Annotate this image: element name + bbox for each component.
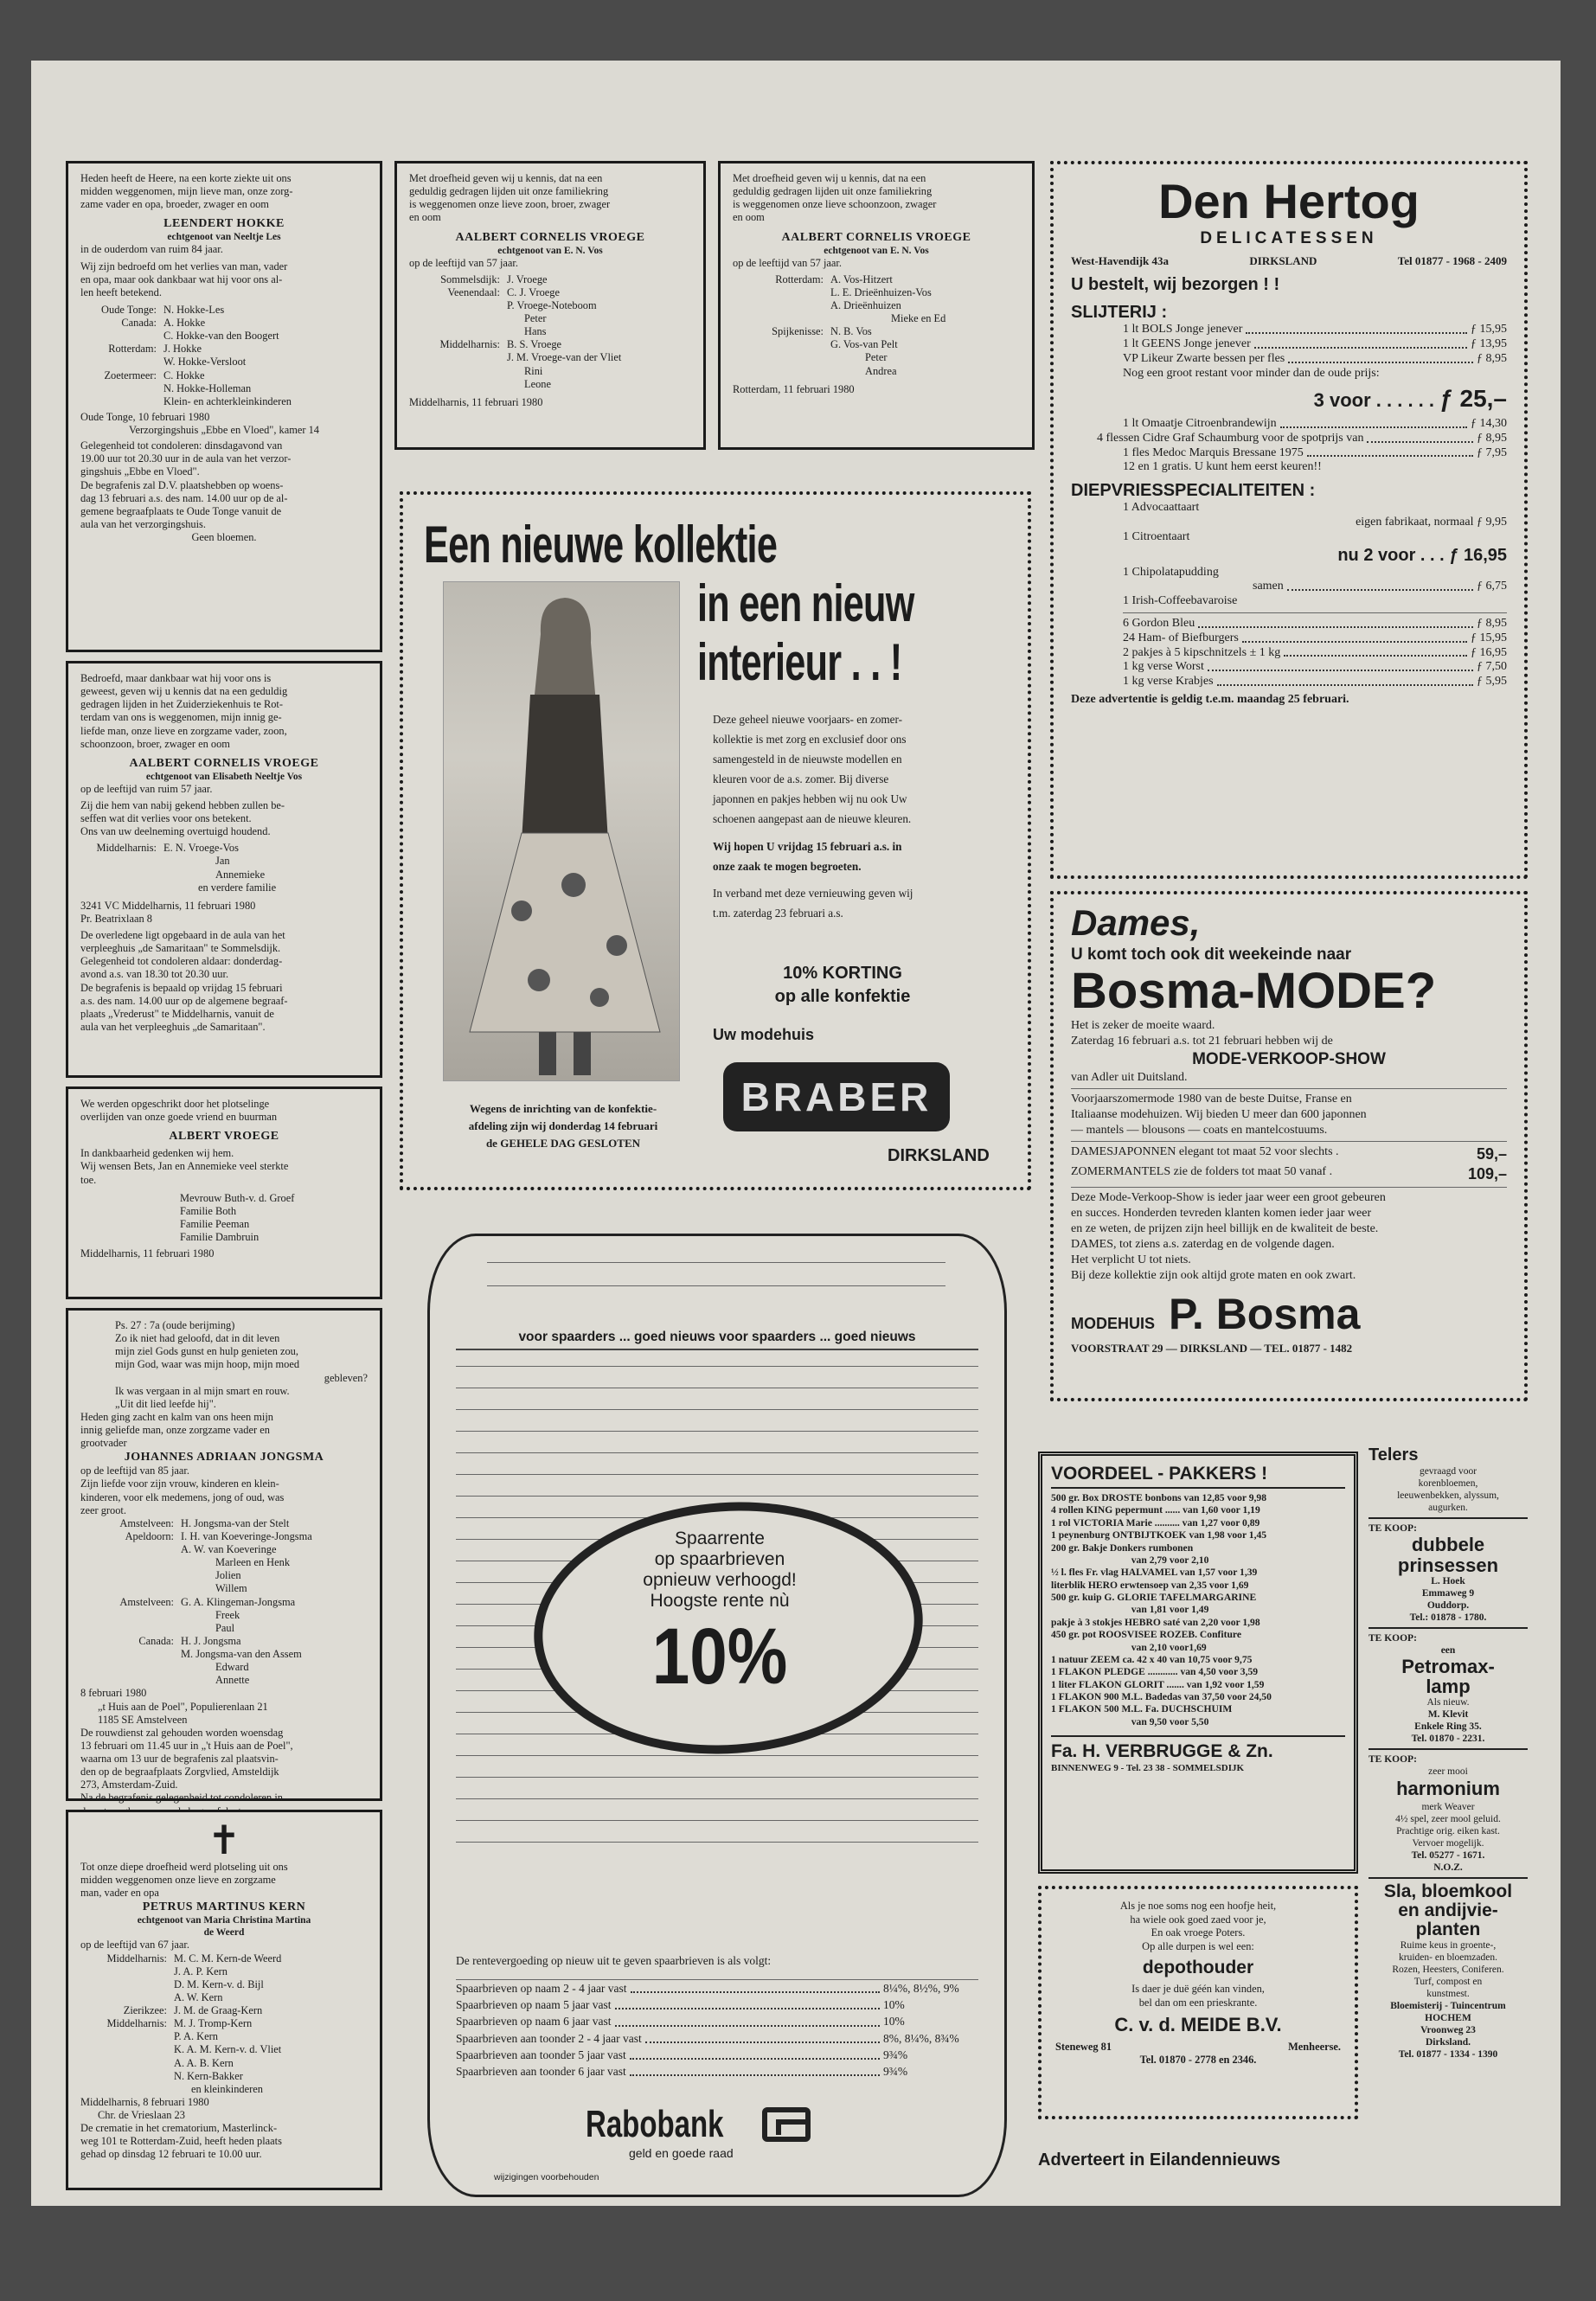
jongsma-closing: 8 februari 1980 „t Huis aan de Poel", Populierenlaan 21 1185 SE Amstelveen De rouwdienst zal gehouden worden woensdag 13 februari om 11.45 uur in „'t Huis aan de Poel", waarna om 13 uur de begrafenis zal plaatsvin- den op de begraafplaats Zorgvlied, Amsteldijk 273, Amsterdam-Zuid. Na de begrafenis gelegenheid tot condoleren in [80, 1687, 293, 1804]
shop-title: Den Hertog [1158, 174, 1420, 228]
deceased-name: AALBERT CORNELIS VROEGE [781, 230, 971, 244]
spouse-line: echtgenoot van Neeltje Les [167, 232, 281, 243]
obituary-hokke [66, 161, 382, 652]
deceased-name: LEENDERT HOKKE [163, 217, 285, 231]
classified-telers: Telers gevraagd voor korenbloemen, leeuwenbekken, alyssum, augurken. [1368, 1445, 1528, 1519]
deceased-name: PETRUS MARTINUS KERN [142, 1900, 306, 1914]
deceased-name: JOHANNES ADRIAAN JONGSMA [124, 1451, 324, 1465]
vroege-intro: Bedroefd, maar dankbaar wat hij voor ons is geweest, geven wij u kennis dat na een geduldig gedragen lijden in het Zuiderziekenhuis te Rot- terdam van ons is weggenomen, mijn innig ge- liefde man, onze lieve en zorgzame vader, zoon, schoonzoon, broer, zwager en oom [80, 672, 288, 750]
rate-row: Spaarbrieven aan toonder 2 - 4 jaar vast 8%, 8¼%, 8¾% [456, 2031, 959, 2045]
rate-table: De rentevergoeding op nieuw uit te geven spaarbrieven is als volgt: Spaarbrieven op naam 2 - 4 jaar vast 8¼%, 8½%, 9% Spaarbrieven op naam 5 jaar vast 10% Spaarbrieven op naam 6 jaar vast 10% Spaarbrieven aan toonder 2 - 4 jaar vast 8%, 8¼%, 8¾% Spaarbrieven aan toonder 5 jaar vast 9¾% Spaarbrieven aan toonder 6 jaar vast 9¾% [456, 1952, 978, 2080]
discount: 10% KORTING op alle konfektie [774, 964, 911, 1006]
obituary-vroege-family: Met droefheid geven wij u kennis, dat na een geduldig gedragen lijden uit onze familiekring is weggenomen onze lieve zoon, broer, zwager en oom AALBERT CORNELIS VROEGE echtgenoot van E. N. Vos op de leeftijd van 57 jaar. Sommelsdijk: J. Vroege Veenendaal: C. J. Vroege P. Vroege-Noteboom Peter Hans Middelharnis: B. S. Vroege J. M. Vroege-van der Vliet Rini Leone Middelharnis, 11 februari 1980 [394, 161, 706, 450]
relatives-list: Middelharnis: E. N. Vroege-Vos Jan Annemieke en verdere familie [96, 842, 277, 894]
spouse-line: echtgenoot van Elisabeth Neeltje Vos [145, 771, 303, 782]
braber-place: DIRKSLAND [888, 1146, 990, 1165]
shop-address: West-Havendijk 43a DIRKSLAND Tel 01877 - 1968 - 2409 [1071, 253, 1507, 267]
cross-icon: ✝ [207, 1818, 241, 1862]
freezer-list: 1 Advocaattaart eigen fabrikaat, normaal ƒ 9,95 1 Citroentaart nu 2 voor . . . ƒ 16,95 1 Chipolatapudding samen ƒ 6,75 1 Irish-Coffeebavaroise 6 Gordon Bleu ƒ 8,95 24 Ham- of Biefburgers ƒ 15,95 2 pakjes à 5 kipschnitzels ± 1 kg ƒ 16,95 1 kg verse Worst ƒ 7,50 1 kg verse Krabjes ƒ 5,95 [1123, 501, 1507, 689]
condolence-names: Mevrouw Buth-v. d. Groef Familie Both Familie Peeman Familie Dambruin [180, 1191, 295, 1244]
relatives-list: Sommelsdijk: J. Vroege Veenendaal: C. J. Vroege P. Vroege-Noteboom Peter Hans Middelharnis: B. S. Vroege J. M. Vroege-van der Vliet Rini Leone [439, 272, 622, 390]
model-illustration [444, 582, 679, 1080]
writing-lines-top [487, 1262, 945, 1309]
deceased-name: ALBERT VROEGE [169, 1130, 279, 1144]
rate-row: Spaarbrieven aan toonder 5 jaar vast 9¾% [456, 2048, 908, 2061]
meide-ad: Als je noe soms nog een hoofje heit, ha wiele ook goed zaed voor je, En oak vroege Poters. Op alle durpen is wel een: depothouder Is daer je duë géén kan vinden, bel dan om een prieskrante. C. v. d. MEIDE B.V. Steneweg 81 Menheerse. Tel. 01870 - 2778 en 2346. [1038, 1886, 1358, 2119]
relatives-list: Middelharnis: M. C. M. Kern-de Weerd J. A. P. Kern D. M. Kern-v. d. Bijl A. W. Kern Zierikzee: J. M. de Graag-Kern Middelharnis: M. J. Tromp-Kern P. A. Kern K. A. M. Kern-v. d. Vliet A. A. B. Kern N. Kern-Bakker en kleinkinderen [106, 1952, 282, 2095]
psalm-quote: Ps. 27 : 7a (oude berijming) Zo ik niet had geloofd, dat in dit leven mijn ziel Gods gunst en hulp genieten zou, mijn God, waar was mijn hoop, mijn moed gebleven? Ik was vergaan in al mijn smart en rouw. „Uit dit lied leefde hij". [115, 1319, 368, 1410]
braber-logo: BRABER [723, 1062, 950, 1131]
headline: Een nieuwe kollektie [424, 516, 778, 574]
classified-petromax: TE KOOP: een Petromax- lamp Als nieuw. M. Klevit Enkele Ring 35. Tel. 01870 - 2231. [1368, 1629, 1528, 1750]
offers-list: 500 gr. Box DROSTE bonbons van 12,85 voor 9,98 4 rollen KING pepermunt ...... van 1,60 voor 1,19 1 rol VICTORIA Marie .......... van 1,27 voor 0,89 1 peynenburg ONTBIJTKOEK van 1,98 voor 1,45 200 gr. Bakje Donkers rumbonen van 2,79 voor 2,10 ½ l. fles Fr. vlag HALVAMEL van 1,57 voor 1,39 literblik HERO erwtensoep van 2,35 voor 1,69 500 gr. kuip G. GLORIE TAFELMARGARINE van 1,81 voor 1,49 pakje à 3 stokjes HEBRO saté van 2,20 voor 1,98 450 gr. pot ROOSVISEE ROZEB. Confiture van 2,10 voor1,69 1 natuur ZEEM ca. 42 x 40 van 10,75 voor 9,75 1 FLAKON PLEDGE ............ van 4,50 voor 3,59 1 liter FLAKON GLORIT ....... van 1,92 voor 1,59 1 FLAKON 900 M.L. Badedas van 37,50 voor 24,50 1 FLAKON 500 M.L. Fa. DUCHSCHUIM van 9,50 voor 5,50 [1051, 1492, 1272, 1727]
age-line: in de ouderdom van ruim 84 jaar. [80, 243, 223, 256]
rate-row: Spaarbrieven aan toonder 6 jaar vast 9¾% [456, 2064, 908, 2078]
classified-prinsessen: TE KOOP: dubbele prinsessen L. Hoek Emmaweg 9 Ouddorp. Tel.: 01878 - 1780. [1368, 1519, 1528, 1628]
rate-row: Spaarbrieven op naam 6 jaar vast 10% [456, 2015, 905, 2029]
oval-text: Spaarrente op spaarbrieven opnieuw verhoogd! Hoogste rente nù [643, 1529, 797, 1612]
hokke-closing: Oude Tonge, 10 februari 1980 Verzorgingshuis „Ebbe en Vloed", kamer 14 Gelegenheid tot condoleren: dinsdagavond van 19.00 uur tot 20.30 uur in de aula van het verzor- gingshuis „Ebbe en Vloed". De begrafenis zal D.V. plaatshebben op woens- dag 13 februari a.s. des nam. 14.00 uur op de al- gemene begraafplaats te Oude Tonge vanuit de aula van het verzorgingshuis. Geen bloemen. [80, 410, 319, 544]
rate-row: Spaarbrieven op naam 2 - 4 jaar vast 8¼%, 8½%, 9% [456, 1982, 959, 1996]
rabobank-ad [427, 1234, 1007, 2197]
age-line: op de leeftijd van ruim 57 jaar. [80, 782, 213, 795]
den-hertog-ad: Den Hertog DELICATESSEN West-Havendijk 43a DIRKSLAND Tel 01877 - 1968 - 2409 U bestelt, wij bezorgen ! ! SLIJTERIJ : 1 lt BOLS Jonge jenever ƒ 15,95 1 lt GEENS Jonge jenever ƒ 13,95 VP Likeur Zwarte bessen per fles ƒ 8,95 Nog een groot restant voor minder dan de oude prijs: 3 voor . . . . . . ƒ 25,– 1 lt Omaatje Citroenbrandewijn ƒ 14,30 4 flessen Cidre Graf Schaumburg voor de spotprijs van ƒ 8,95 1 fles Medoc Marquis Bressane 1975 ƒ 7,95 12 en 1 gratis. U kunt hem eerst keuren!! DIEPVRIESSPECIALITEITEN : 1 Advocaattaart eigen fabrikaat, normaal ƒ 9,95 1 Citroentaart nu 2 voor . . . ƒ 16,95 1 Chipolatapudding samen ƒ 6,75 1 Irish-Coffeebavaroise 6 Gordon Bleu ƒ 8,95 24 Ham- of Biefburgers ƒ 15,95 2 pakjes à 5 kipschnitzels ± 1 kg ƒ 16,95 1 kg verse Worst ƒ 7,50 1 kg verse Krabjes ƒ 5,95 Deze advertentie is geldig t.e.m. maandag 25 februari. [1050, 161, 1528, 879]
fashion-model-photo [443, 581, 680, 1081]
footnote: wijzigingen voorbehouden [494, 2172, 599, 2182]
vroege-text: Zij die hem van nabij gekend hebben zullen be- seffen wat dit verlies voor ons betekent. Ons van uw deelneming overtuigd houdend. [80, 798, 285, 838]
caption: Wegens de inrichting van de konfektie- afdeling zijn wij donderdag 14 februari de GEHELE DAG GESLOTEN [468, 1102, 658, 1150]
hokke-text: Wij zijn bedroefd om het verlies van man, vader en opa, maar ook dankbaar wat hij voor ons al- len heeft betekend. [80, 260, 288, 298]
classified-hochem: Sla, bloemkool en andijvie- planten Ruime keus in groente-, kruiden- en bloemzaden. Rozen, Heesters, Coniferen. Turf, compost en kunstmest. Bloemisterij - Tuincentrum HOCHEM Vroonweg 23 Dirksland. Tel. 01877 - 1334 - 1390 [1383, 1881, 1513, 2061]
vroege-closing: 3241 VC Middelharnis, 11 februari 1980 Pr. Beatrixlaan 8 De overledene ligt opgebaard in de aula van het verpleeghuis „de Samaritaan" te Sommelsdijk. Gelegenheid tot condoleren aldaar: donderdag- avond a.s. van 18.30 tot 20.30 uur. De begrafenis is bepaald op vrijdag 15 februari a.s. des nam. 14.00 uur op de algemene begraaf- plaats „Vrederust" te Middelharnis, vanuit de aula van het verpleeghuis „de Samaritaan". [80, 899, 288, 1033]
tagline: geld en goede raad [629, 2146, 734, 2160]
drinks-list: 1 lt BOLS Jonge jenever ƒ 15,95 1 lt GEENS Jonge jenever ƒ 13,95 VP Likeur Zwarte bessen per fles ƒ 8,95 Nog een groot restant voor minder dan de oude prijs: [1123, 323, 1507, 380]
verbrugge-ad: VOORDEEL - PAKKERS ! 500 gr. Box DROSTE bonbons van 12,85 voor 9,98 4 rollen KING pepermunt ...... van 1,60 voor 1,19 1 rol VICTORIA Marie .......... van 1,27 voor 0,89 1 peynenburg ONTBIJTKOEK van 1,98 voor 1,45 200 gr. Bakje Donkers rumbonen van 2,79 voor 2,10 ½ l. fles Fr. vlag HALVAMEL van 1,57 voor 1,39 literblik HERO erwtensoep van 2,35 voor 1,69 500 gr. kuip G. GLORIE TAFELMARGARINE van 1,81 voor 1,49 pakje à 3 stokjes HEBRO saté van 2,20 voor 1,98 450 gr. pot ROOSVISEE ROZEB. Confiture van 2,10 voor1,69 1 natuur ZEEM ca. 42 x 40 van 10,75 voor 9,75 1 FLAKON PLEDGE ............ van 4,50 voor 3,59 1 liter FLAKON GLORIT ....... van 1,92 voor 1,59 1 FLAKON 900 M.L. Badedas van 37,50 voor 24,50 1 FLAKON 500 M.L. Fa. DUCHSCHUIM van 9,50 voor 5,50 Fa. H. VERBRUGGE & Zn. BINNENWEG 9 - Tel. 23 38 - SOMMELSDIJK [1038, 1452, 1358, 1874]
bosma-mode-ad: Dames, U komt toch ook dit weekeinde naar Bosma-MODE? Het is zeker de moeite waard. Zaterdag 16 februari a.s. tot 21 februari hebben wij de MODE-VERKOOP-SHOW van Adler uit Duitsland. Voorjaarszomermode 1980 van de beste Duitse, Franse en Italiaanse modehuizen. Wij bieden U meer dan 600 japonnen — mantels — blousons — coats en mantelcostuums. DAMESJAPONNEN elegant tot maat 52 voor slechts . 59,– ZOMERMANTELS zie de folders tot maat 50 vanaf . 109,– Deze Mode-Verkoop-Show is ieder jaar weer een groot gebeuren en succes. Honderden tevreden klanten komen ieder jaar weer en ze weten, de prijzen zijn heel billijk en de kwaliteit de beste. DAMES, tot ziens a.s. zaterdag en de volgende dagen. Het verplicht U tot niets. Bij deze kollektie zijn ook altijd grote maten en ook zwart. MODEHUIS P. Bosma VOORSTRAAT 29 — DIRKSLAND — TEL. 01877 - 1482 [1050, 891, 1528, 1401]
rabobank-logo-icon [762, 2107, 811, 2142]
modehuis-label: Uw modehuis [713, 1026, 815, 1043]
relatives-list: Amstelveen: H. Jongsma-van der Stelt Apeldoorn: I. H. van Koeveringe-Jongsma A. W. van Koeveringe Marleen en Henk Jolien Willem Amstelveen: G. A. Klingeman-Jongsma Freek Paul Canada: H. J. Jongsma M. Jongsma-van den Assem Edward Annette [119, 1516, 312, 1687]
classifieds-column [1368, 1445, 1528, 2180]
hokke-intro: Heden heeft de Heere, na een korte ziekte uit ons midden weggenomen, mijn lieve man, onze zorg- zame vader en opa, broeder, zwager en oom [80, 172, 293, 211]
big-rate: 10% [651, 1612, 788, 1701]
braber-fashion-ad: Een nieuwe kollektie in een nieuw interieur . . ! Wegens de inrichting van de konfektie- afdeling zijn wij donderdag 14 februari de GEHELE DAG GESLOTEN Deze geheel nieuwe voorjaars- en zomer- kollektie is met zorg en exclusief door ons samengesteld in de nieuwste modellen en kleuren voor de a.s. zomer. Bij diverse japonnen en pakjes hebben wij nu ook Uw schoenen aangepast aan de nieuwe kleuren. Wij hopen U vrijdag 15 februari a.s. in onze zaak te mogen begroeten. In verband met deze vernieuwing geven wij t.m. zaterdag 23 februari a.s. 10% KORTING op alle konfektie Uw modehuis BRABER DIRKSLAND [400, 491, 1031, 1190]
obituary-vroege-inlaws: Met droefheid geven wij u kennis, dat na een geduldig gedragen lijden uit onze familiekring is weggenomen onze lieve schoonzoon, zwager en oom AALBERT CORNELIS VROEGE echtgenoot van E. N. Vos op de leeftijd van 57 jaar. Rotterdam: A. Vos-Hitzert L. E. Drieënhuizen-Vos A. Drieënhuizen Mieke en Ed Spijkenisse: N. B. Vos G. Vos-van Pelt Peter Andrea Rotterdam, 11 februari 1980 [718, 161, 1035, 450]
body-text: Deze geheel nieuwe voorjaars- en zomer- kollektie is met zorg en exclusief door ons samengesteld in de nieuwste modellen en kleuren voor de a.s. zomer. Bij diverse japonnen en pakjes hebben wij nu ook Uw schoenen aangepast aan de nieuwe kleuren. Wij hopen U vrijdag 15 februari a.s. in onze zaak te mogen begroeten. In verband met deze vernieuwing geven wij t.m. zaterdag 23 februari a.s. [713, 713, 913, 920]
deceased-name: AALBERT CORNELIS VROEGE [455, 230, 645, 244]
classified-harmonium: TE KOOP: zeer mooi harmonium merk Weaver 4½ spel, zeer mool geluid. Prachtige orig. eiken kast. Vervoer mogelijk. Tel. 05277 - 1671. N.O.Z. [1368, 1750, 1528, 1879]
condolence-albert: We werden opgeschrikt door het plotselinge overlijden van onze goede vriend en buurman ALBERT VROEGE In dankbaarheid gedenken wij hem. Wij wensen Bets, Jan en Annemieke veel sterkte toe. Mevrouw Buth-v. d. Groef Familie Both Familie Peeman Familie Dambruin Middelharnis, 11 februari 1980 [66, 1086, 382, 1299]
obituary-kern: ✝ Tot onze diepe droefheid werd plotseling uit ons midden weggenomen onze lieve en zorgzame man, vader en opa PETRUS MARTINUS KERN echtgenoot van Maria Christina Martina de Weerd op de leeftijd van 67 jaar. Middelharnis: M. C. M. Kern-de Weerd J. A. P. Kern D. M. Kern-v. d. Bijl A. W. Kern Zierikzee: J. M. de Graag-Kern Middelharnis: M. J. Tromp-Kern P. A. Kern K. A. M. Kern-v. d. Vliet A. A. B. Kern N. Kern-Bakker en kleinkinderen Middelharnis, 8 februari 1980 Chr. de Vrieslaan 23 De crematie in het crematorium, Masterlinck- weg 101 te Rotterdam-Zuid, heeft heden plaats gehad op dinsdag 12 februari te 10.00 uur. [66, 1810, 382, 2190]
obituary-vroege-wife [66, 661, 382, 1078]
relatives-list: Oude Tonge: N. Hokke-Les Canada: A. Hokke C. Hokke-van den Boogert Rotterdam: J. Hokke W. Hokke-Versloot Zoetermeer: C. Hokke N. Hokke-Holleman Klein- en achterkleinkinderen [101, 303, 292, 407]
shop-subtitle: DELICATESSEN [1200, 228, 1378, 247]
kern-closing: Middelharnis, 8 februari 1980 Chr. de Vrieslaan 23 De crematie in het crematorium, Masterlinck- weg 101 te Rotterdam-Zuid, heeft heden plaats gehad op dinsdag 12 februari te 10.00 uur. [80, 2095, 282, 2161]
deceased-name: AALBERT CORNELIS VROEGE [129, 756, 319, 770]
rate-row: Spaarbrieven op naam 5 jaar vast 10% [456, 1998, 905, 2012]
newspaper-page [31, 61, 1561, 2206]
obituary-jongsma: Ps. 27 : 7a (oude berijming) Zo ik niet had geloofd, dat in dit leven mijn ziel Gods gunst en hulp genieten zou, mijn God, waar was mijn hoop, mijn moed gebleven? Ik was vergaan in al mijn smart en rouw. „Uit dit lied leefde hij". Heden ging zacht en kalm van ons heen mijn innig geliefde man, onze zorgzame vader en grootvader JOHANNES ADRIAAN JONGSMA op de leeftijd van 85 jaar. Zijn liefde voor zijn vrouw, kinderen en klein- kinderen, voor elk medemens, jong of oud, was zeer groot. Amstelveen: H. Jongsma-van der Stelt Apeldoorn: I. H. van Koeveringe-Jongsma A. W. van Koeveringe Marleen en Henk Jolien Willem Amstelveen: G. A. Klingeman-Jongsma Freek Paul Canada: H. J. Jongsma M. Jongsma-van den Assem Edward Annette 8 februari 1980 „t Huis aan de Poel", Populierenlaan 21 1185 SE Amstelveen De rouwdienst zal gehouden worden woensdag 13 februari om 11.45 uur in „'t Huis aan de Poel", waarna om 13 uur de begrafenis zal plaatsvin- den op de begraafplaats Zorgvlied, Amsteldijk 273, Amsterdam-Zuid. Na de begrafenis gelegenheid tot condoleren in [66, 1308, 382, 1801]
banner: voor spaarders ... goed nieuws voor spaarders ... goed nieuws [456, 1330, 978, 1350]
relatives-list: Rotterdam: A. Vos-Hitzert L. E. Drieënhuizen-Vos A. Drieënhuizen Mieke en Ed Spijkenisse: N. B. Vos G. Vos-van Pelt Peter Andrea [772, 272, 946, 377]
rabobank-logo: Rabobank [586, 2103, 811, 2146]
bosma-headline: Bosma-MODE? [1071, 963, 1437, 1020]
adverteert-slogan: Adverteert in Eilandennieuws [1038, 2150, 1281, 2170]
